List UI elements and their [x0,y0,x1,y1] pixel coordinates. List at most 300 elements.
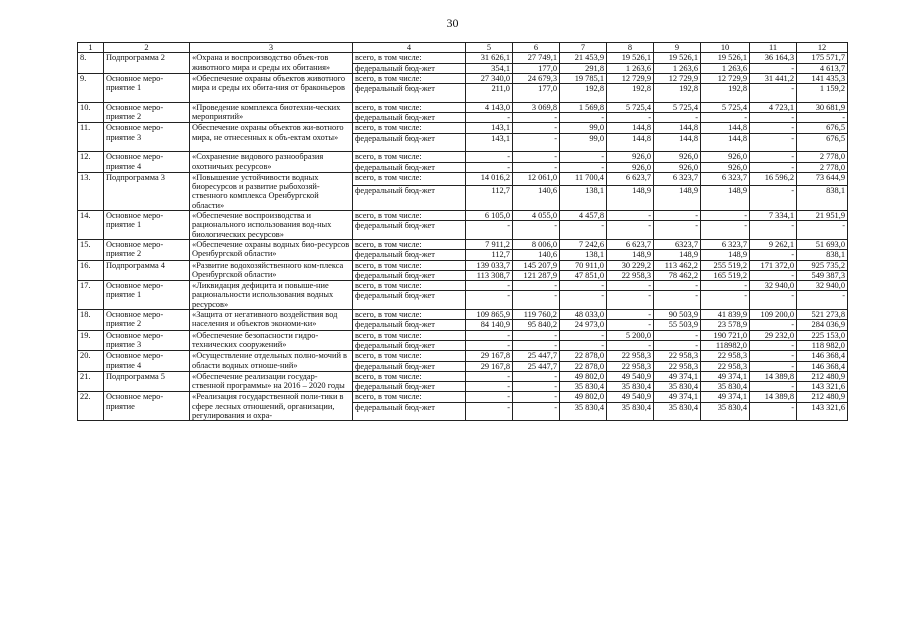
amount-cell: - [750,291,797,310]
row-number: 8. [78,53,104,74]
amount-cell: - [750,133,797,152]
funding-type: всего, в том числе: [353,281,466,291]
row-number: 22. [78,392,104,421]
amount-cell: 21 951,9 [797,211,848,221]
row-title: «Развитие водохозяйственного ком-плекса Оренбургской области» [190,260,353,281]
amount-cell: - [513,340,560,350]
row-kind: Основное меро-приятие 2 [104,102,190,123]
amount-cell: 5 725,4 [701,102,750,112]
amount-cell: 4 055,0 [513,211,560,221]
amount-cell: 25 447,7 [513,351,560,361]
amount-cell: 99,0 [560,133,607,152]
row-kind: Подпрограмма 5 [104,371,190,392]
amount-cell: 19 526,1 [654,53,701,63]
amount-cell: 22 878,0 [560,361,607,371]
amount-cell: 99,0 [560,123,607,133]
table-row [78,239,848,249]
row-kind: Основное меро-приятие 2 [104,310,190,331]
row-title: «Сохранение видового разнообразия охотничьих ресурсов» [190,152,353,173]
amount-cell: 175 571,7 [797,53,848,63]
amount-cell: - [513,162,560,172]
amount-cell: 113 308,7 [466,270,513,280]
row-number: 12. [78,152,104,173]
amount-cell: 148,9 [654,186,701,211]
funding-type: всего, в том числе: [353,172,466,186]
column-header: 8 [607,43,654,53]
amount-cell: 14 389,8 [750,371,797,381]
amount-cell: 141 435,3 [797,73,848,83]
row-kind: Основное меро-приятие 4 [104,351,190,372]
amount-cell: - [607,281,654,291]
funding-type: федеральный бюд-жет [353,186,466,211]
amount-cell: 90 503,9 [654,310,701,320]
amount-cell: 22 958,3 [607,270,654,280]
amount-cell: 171 372,0 [750,260,797,270]
amount-cell: - [513,221,560,240]
table-row [78,260,848,270]
amount-cell: 145 207,9 [513,260,560,270]
amount-cell: - [750,152,797,162]
table-row [78,73,848,83]
amount-cell: 521 273,8 [797,310,848,320]
amount-cell: 284 036,9 [797,320,848,330]
table-row [78,371,848,381]
row-kind: Основное меро-приятие 3 [104,123,190,152]
amount-cell: 354,1 [466,63,513,73]
amount-cell: 109 865,9 [466,310,513,320]
amount-cell: 47 851,0 [560,270,607,280]
amount-cell: 144,8 [701,123,750,133]
amount-cell: 21 453,9 [560,53,607,63]
amount-cell: - [750,320,797,330]
amount-cell: 49 374,1 [654,371,701,381]
amount-cell: 212 480,9 [797,371,848,381]
amount-cell: - [750,402,797,421]
column-header: 2 [104,43,190,53]
row-title: «Обеспечение реализации государ-ственной программы» на 2016 – 2020 годы [190,371,353,392]
page-number: 30 [446,16,459,30]
amount-cell: - [750,113,797,123]
amount-cell: 148,9 [701,186,750,211]
amount-cell: 676,5 [797,133,848,152]
amount-cell: 143,1 [466,133,513,152]
amount-cell: 35 830,4 [701,402,750,421]
table-row [78,152,848,162]
amount-cell: 190 721,0 [701,330,750,340]
amount-cell: 6 323,7 [654,172,701,186]
table-row [78,102,848,112]
column-number-row [78,43,848,53]
amount-cell: - [607,221,654,240]
amount-cell: - [466,392,513,402]
amount-cell: - [513,291,560,310]
amount-cell: 6 623,7 [607,239,654,249]
amount-cell: - [513,402,560,421]
amount-cell: 24 679,3 [513,73,560,83]
amount-cell: - [797,113,848,123]
amount-cell: - [560,162,607,172]
amount-cell: - [513,382,560,392]
amount-cell: - [607,320,654,330]
amount-cell: - [513,113,560,123]
amount-cell: 22 958,3 [607,361,654,371]
amount-cell: - [466,402,513,421]
funding-type: всего, в том числе: [353,211,466,221]
amount-cell: - [513,330,560,340]
amount-cell: 112,7 [466,250,513,260]
row-title: «Охрана и воспроизводство объек-тов животного мира и среды их обитания» [190,53,353,74]
row-kind: Основное меро-приятие 1 [104,281,190,310]
amount-cell: - [701,113,750,123]
amount-cell: 146 368,4 [797,361,848,371]
amount-cell: - [750,351,797,361]
funding-type: всего, в том числе: [353,260,466,270]
amount-cell: 4 613,7 [797,63,848,73]
amount-cell: 19 785,1 [560,73,607,83]
row-kind: Основное меро-приятие [104,392,190,421]
amount-cell: - [750,221,797,240]
amount-cell: 109 200,0 [750,310,797,320]
amount-cell: 144,8 [607,123,654,133]
amount-cell: 143 321,6 [797,402,848,421]
amount-cell: - [750,340,797,350]
amount-cell: 12 729,9 [654,73,701,83]
amount-cell: 35 830,4 [560,402,607,421]
amount-cell: 22 958,3 [701,361,750,371]
amount-cell: - [701,211,750,221]
amount-cell: - [750,361,797,371]
row-title: «Проведение комплекса биотехни-ческих мероприятий» [190,102,353,123]
amount-cell: - [654,211,701,221]
row-title: «Защита от негативного воздействия вод населения и объектов экономи-ки» [190,310,353,331]
amount-cell: 225 153,0 [797,330,848,340]
funding-type: федеральный бюд-жет [353,250,466,260]
amount-cell: 31 626,1 [466,53,513,63]
funding-type: всего, в том числе: [353,371,466,381]
amount-cell: 27 749,1 [513,53,560,63]
amount-cell: 5 200,0 [607,330,654,340]
amount-cell: 32 940,0 [750,281,797,291]
amount-cell: - [513,371,560,381]
amount-cell: - [560,113,607,123]
amount-cell: 41 839,9 [701,310,750,320]
row-title: «Обеспечение воспроизводства и рационального использования вод-ных биологических ресурсов» [190,211,353,240]
amount-cell: 16 596,2 [750,172,797,186]
row-number: 18. [78,310,104,331]
amount-cell: 14 389,8 [750,392,797,402]
amount-cell: - [466,291,513,310]
column-header: 1 [78,43,104,53]
column-header: 11 [750,43,797,53]
amount-cell: 6323,7 [654,239,701,249]
amount-cell: - [607,211,654,221]
amount-cell: 112,7 [466,186,513,211]
amount-cell: 144,8 [654,133,701,152]
amount-cell: 49 540,9 [607,371,654,381]
amount-cell: 143,1 [466,123,513,133]
row-title: «Обеспечение охраны водных био-ресурсов Оренбургской области» [190,239,353,260]
amount-cell: - [513,281,560,291]
amount-cell: - [750,84,797,103]
amount-cell: 148,9 [701,250,750,260]
row-title: «Повышение устойчивости водных биоресурсов и развитие рыбохозяй-ственного комплекса Оренбургской области» [190,172,353,210]
row-number: 14. [78,211,104,240]
amount-cell: 35 830,4 [654,402,701,421]
row-title: Обеспечение охраны объектов жи-вотного мира, не отнесенных к объ-ектам охоты» [190,123,353,152]
amount-cell: 30 681,9 [797,102,848,112]
funding-type: федеральный бюд-жет [353,361,466,371]
amount-cell: 22 958,3 [654,351,701,361]
amount-cell: - [466,221,513,240]
funding-type: федеральный бюд-жет [353,63,466,73]
amount-cell: 121 287,9 [513,270,560,280]
table-row [78,310,848,320]
amount-cell: 138,1 [560,250,607,260]
table-row [78,123,848,133]
amount-cell: 35 830,4 [654,382,701,392]
amount-cell: 838,1 [797,186,848,211]
amount-cell: 119 760,2 [513,310,560,320]
amount-cell: 192,8 [607,84,654,103]
funding-type: федеральный бюд-жет [353,291,466,310]
amount-cell: - [654,291,701,310]
amount-cell: 118 982,0 [797,340,848,350]
amount-cell: 7 334,1 [750,211,797,221]
amount-cell: 144,8 [701,133,750,152]
amount-cell: 212 480,9 [797,392,848,402]
amount-cell: 165 519,2 [701,270,750,280]
amount-cell: 148,9 [607,250,654,260]
row-kind: Основное меро-приятие 1 [104,211,190,240]
amount-cell: - [701,221,750,240]
row-kind: Основное меро-приятие 4 [104,152,190,173]
amount-cell: 19 526,1 [701,53,750,63]
funding-type: всего, в том числе: [353,53,466,63]
amount-cell: - [560,152,607,162]
funding-type: всего, в том числе: [353,351,466,361]
amount-cell: - [466,382,513,392]
amount-cell: 676,5 [797,123,848,133]
amount-cell: 211,0 [466,84,513,103]
row-number: 19. [78,330,104,351]
amount-cell: 926,0 [701,152,750,162]
row-number: 13. [78,172,104,210]
amount-cell: - [607,113,654,123]
row-number: 9. [78,73,104,102]
amount-cell: 12 729,9 [701,73,750,83]
column-header: 6 [513,43,560,53]
amount-cell: 192,8 [701,84,750,103]
amount-cell: 144,8 [654,123,701,133]
amount-cell: 22 878,0 [560,351,607,361]
amount-cell: 1 263,6 [607,63,654,73]
amount-cell: 139 033,7 [466,260,513,270]
amount-cell: 255 519,2 [701,260,750,270]
row-number: 10. [78,102,104,123]
amount-cell: 35 830,4 [607,382,654,392]
funding-type: всего, в том числе: [353,73,466,83]
funding-type: федеральный бюд-жет [353,402,466,421]
row-kind: Подпрограмма 3 [104,172,190,210]
amount-cell: - [560,291,607,310]
amount-cell: 6 105,0 [466,211,513,221]
row-title: «Обеспечение безопасности гидро-технических сооружений» [190,330,353,351]
row-number: 21. [78,371,104,392]
amount-cell: 49 374,1 [701,371,750,381]
funding-type: всего, в том числе: [353,152,466,162]
amount-cell: 177,0 [513,84,560,103]
amount-cell: 148,9 [607,186,654,211]
amount-cell: 6 323,7 [701,172,750,186]
amount-cell: - [750,186,797,211]
amount-cell: 4 723,1 [750,102,797,112]
amount-cell: 55 503,9 [654,320,701,330]
amount-cell: - [797,221,848,240]
table-row [78,392,848,402]
row-number: 15. [78,239,104,260]
amount-cell: 29 167,8 [466,351,513,361]
amount-cell: 4 457,8 [560,211,607,221]
amount-cell: 5 725,4 [654,102,701,112]
amount-cell: 6 623,7 [607,172,654,186]
row-number: 16. [78,260,104,281]
amount-cell: 4 143,0 [466,102,513,112]
amount-cell: 138,1 [560,186,607,211]
amount-cell: - [466,281,513,291]
amount-cell: 549 387,3 [797,270,848,280]
amount-cell: 926,0 [701,162,750,172]
amount-cell: 84 140,9 [466,320,513,330]
amount-cell: 32 940,0 [797,281,848,291]
table-row [78,351,848,361]
amount-cell: 8 006,0 [513,239,560,249]
amount-cell: 95 840,2 [513,320,560,330]
amount-cell: 78 462,2 [654,270,701,280]
amount-cell: 19 526,1 [607,53,654,63]
funding-type: федеральный бюд-жет [353,221,466,240]
funding-type: всего, в том числе: [353,330,466,340]
funding-type: федеральный бюд-жет [353,113,466,123]
amount-cell: 1 159,2 [797,84,848,103]
amount-cell: 49 802,0 [560,392,607,402]
row-kind: Подпрограмма 4 [104,260,190,281]
column-header: 4 [353,43,466,53]
amount-cell: 22 958,3 [654,361,701,371]
amount-cell: 73 644,9 [797,172,848,186]
table-row [78,330,848,340]
funding-type: федеральный бюд-жет [353,382,466,392]
amount-cell: - [560,281,607,291]
amount-cell: 36 164,3 [750,53,797,63]
funding-type: федеральный бюд-жет [353,84,466,103]
funding-type: федеральный бюд-жет [353,270,466,280]
row-kind: Основное меро-приятие 3 [104,330,190,351]
table-row [78,281,848,291]
amount-cell: - [750,250,797,260]
amount-cell: 926,0 [607,162,654,172]
amount-cell: 2 778,0 [797,162,848,172]
amount-cell: - [654,340,701,350]
row-title: «Ликвидация дефицита и повыше-ние рациональности использования водных ресурсов» [190,281,353,310]
amount-cell: 144,8 [607,133,654,152]
amount-cell: 48 033,0 [560,310,607,320]
funding-type: федеральный бюд-жет [353,340,466,350]
amount-cell: 140,6 [513,186,560,211]
column-header: 10 [701,43,750,53]
amount-cell: 25 447,7 [513,361,560,371]
amount-cell: 35 830,4 [701,382,750,392]
amount-cell: 12 061,0 [513,172,560,186]
amount-cell: 70 911,0 [560,260,607,270]
funding-type: федеральный бюд-жет [353,162,466,172]
amount-cell: 926,0 [654,152,701,162]
amount-cell: - [513,152,560,162]
amount-cell: - [701,281,750,291]
amount-cell: 31 441,2 [750,73,797,83]
table-row [78,53,848,63]
amount-cell: - [513,133,560,152]
amount-cell: - [797,291,848,310]
amount-cell: 29 232,0 [750,330,797,340]
amount-cell: 140,6 [513,250,560,260]
amount-cell: 35 830,4 [607,402,654,421]
amount-cell: 22 958,3 [607,351,654,361]
amount-cell: - [701,291,750,310]
amount-cell: 118982,0 [701,340,750,350]
amount-cell: 1 263,6 [654,63,701,73]
amount-cell: - [750,162,797,172]
amount-cell: - [466,371,513,381]
amount-cell: 926,0 [654,162,701,172]
row-number: 11. [78,123,104,152]
amount-cell: - [560,340,607,350]
column-header: 12 [797,43,848,53]
amount-cell: 23 578,9 [701,320,750,330]
amount-cell: 49 374,1 [701,392,750,402]
amount-cell: - [607,291,654,310]
table-row [78,211,848,221]
amount-cell: - [750,382,797,392]
funding-type: всего, в том числе: [353,102,466,112]
row-title: «Реализация государственной поли-тики в сфере лесных отношений, организации, регулирования и охра- [190,392,353,421]
amount-cell: - [466,152,513,162]
amount-cell: 6 323,7 [701,239,750,249]
amount-cell: 146 368,4 [797,351,848,361]
amount-cell: 30 229,2 [607,260,654,270]
amount-cell: 12 729,9 [607,73,654,83]
amount-cell: 113 462,2 [654,260,701,270]
row-title: «Обеспечение охраны объектов животного мира и среды их обита-ния от браконьеров [190,73,353,102]
budget-table [77,42,848,421]
funding-type: всего, в том числе: [353,310,466,320]
amount-cell: 29 167,8 [466,361,513,371]
amount-cell: - [607,340,654,350]
amount-cell: - [654,113,701,123]
amount-cell: 2 778,0 [797,152,848,162]
amount-cell: - [560,221,607,240]
column-header: 7 [560,43,607,53]
amount-cell: 51 693,0 [797,239,848,249]
amount-cell: 35 830,4 [560,382,607,392]
row-kind: Основное меро-приятие 1 [104,73,190,102]
funding-type: всего, в том числе: [353,392,466,402]
amount-cell: 192,8 [654,84,701,103]
column-header: 3 [190,43,353,53]
row-kind: Подпрограмма 2 [104,53,190,74]
amount-cell: 5 725,4 [607,102,654,112]
amount-cell: - [466,162,513,172]
amount-cell: 27 340,0 [466,73,513,83]
